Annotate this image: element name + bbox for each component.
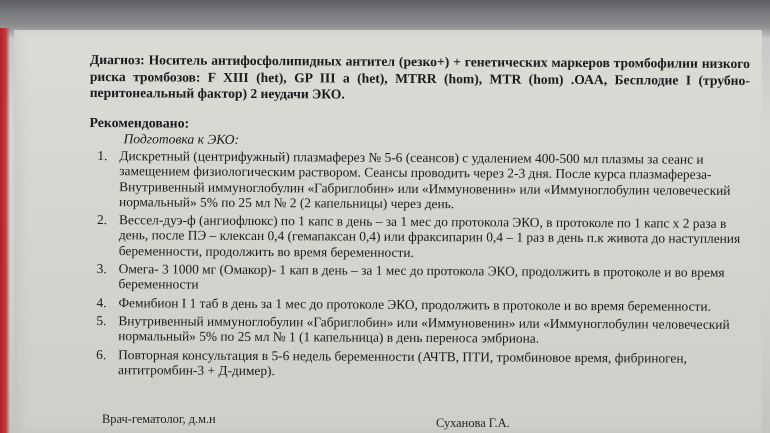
document-page — [88, 52, 750, 384]
list-item-text: Вессел-дуэ-ф (ангиофлюкс) по 1 капс в день – за 1 мес до протокола ЭКО, в протоколе по 1 капс х 2 раза в день, после ПЭ – клексан 0,4 (гемапаксан 0,4) или фраксипарин 0,4 – 1 раз в день п.к живота до наступления беременности, продолжить во время беременности. — [118, 212, 741, 260]
recommendation-list — [88, 148, 749, 381]
list-item — [89, 212, 749, 262]
list-item — [88, 313, 748, 348]
recommended-heading: Рекомендовано: — [89, 114, 190, 131]
list-item-number: 2. — [96, 212, 108, 228]
list-item-text: Внутривенный иммуноглобулин «Габриглобин» или «Иммуновенин» или «Иммуноглобулин человеческий нормальный» 5% по 25 мл № 1 (1 капельница) в день переноса эмбриона. — [118, 313, 730, 347]
doctor-name: Суханова Г.А. — [436, 416, 510, 430]
list-item — [89, 148, 749, 213]
list-item-text: Повторная консультация в 5-6 недель беременности (АЧТВ, ПТИ, тромбиновое время, фибриноген, антитромбин-3 + Д-димер). — [118, 346, 687, 378]
list-item-text: Фемибион I 1 таб в день за 1 мес до протоколе ЭКО, продолжить в протоколе и во время беременности. — [118, 294, 711, 314]
red-binder-edge — [0, 28, 10, 433]
list-item-number: 4. — [96, 294, 107, 310]
list-item-number: 6. — [96, 346, 107, 362]
list-item — [88, 295, 748, 314]
diagnosis-paragraph: Диагноз: Носитель антифосфолипидных антител (резко+) + генетических маркеров тромбофилии низкого риска тромбозов: F XIII (het), GP III a (het), MTRR (hom), MTR (hom) .ОАА, Бесплодие I (трубно-перитонеальный фактор) 2 неудачи ЭКО. — [89, 52, 750, 102]
doctor-position: Врач-гематолог, д.м.н — [102, 412, 216, 426]
list-item-number: 1. — [97, 148, 108, 164]
list-item-number: 5. — [96, 313, 107, 329]
ivf-preparation-subheading: Подготовка к ЭКО: — [123, 130, 240, 147]
list-item-text: Омега- 3 1000 мг (Омакор)- 1 кап в день – за 1 мес до протокола ЭКО, продолжить в протоколе и во время беременности — [118, 261, 725, 293]
list-item-text: Дискретный (центрифужный) плазмаферез № 5-6 (сеансов) с удалением 400-500 мл плазмы за сеанс и замещением физиологическим раствором. Сеансы проводить через 2-3 дня. После курса плазмафереза- Внутривенный иммуноглобулин «Габриглобин» или «Иммуновенин» или «Иммуноглобулин человеческий нормальный» 5% по 25 мл № 2 (2 капельницы) через день. — [119, 148, 731, 212]
list-item — [88, 347, 748, 382]
list-item-number: 3. — [96, 261, 107, 277]
list-item — [89, 261, 749, 296]
